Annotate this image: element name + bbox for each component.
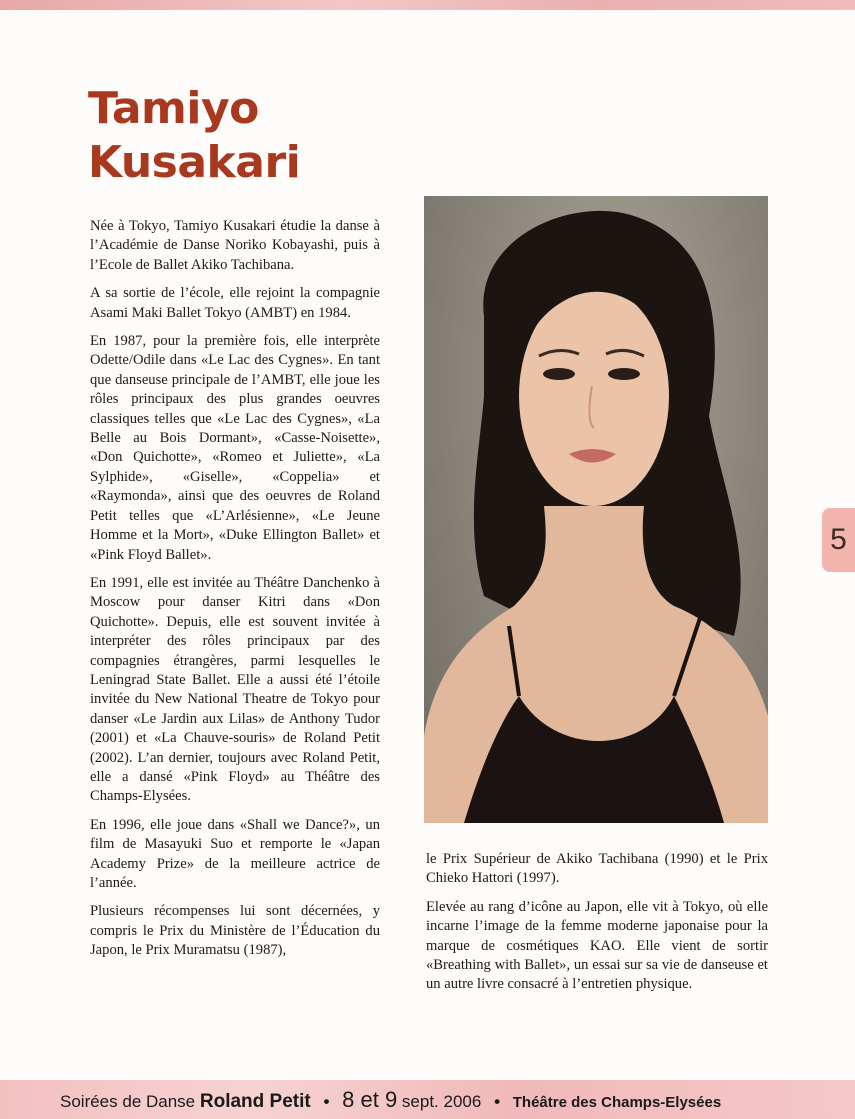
footer-month: sept. 2006 xyxy=(401,1092,482,1111)
page-number-tab xyxy=(822,508,855,572)
page-title xyxy=(88,82,300,190)
left-text-column xyxy=(90,217,380,970)
paragraph: Plusieurs récompenses lui sont décernées, y compris le Prix du Ministère de l’Éducation du Japon, le Prix Muramatsu (1987), xyxy=(90,903,380,959)
paragraph: le Prix Supérieur de Akiko Tachibana (1990) et le Prix Chieko Hattori (1997). xyxy=(426,851,768,887)
portrait-illustration xyxy=(424,196,768,823)
footer-band xyxy=(0,1080,855,1119)
footer-brand: Roland Petit xyxy=(199,1091,311,1112)
footer-event: Soirées de Danse xyxy=(60,1092,196,1111)
paragraph: En 1996, elle joue dans «Shall we Dance?», un film de Masayuki Suo et remporte le «Japan Academy Prize» de la meilleure actrice de l’année. xyxy=(90,816,380,891)
bullet-separator: • xyxy=(494,1092,501,1111)
top-decorative-band xyxy=(0,0,855,10)
paragraph: En 1991, elle est invitée au Théâtre Danchenko à Moscow pour danser Kitri dans «Don Quichotte». Depuis, elle est souvent invitée à interpréter des rôles principaux par des compagnies étrangères, parmi lesquelles le Leningrad State Ballet. Elle a aussi été l’étoile invitée du New National Theatre de Tokyo pour danser «Le Jardin aux Lilas» de Anthony Tudor (2001) et «La Chauve-souris» de Roland Petit (2002). L’an dernier, toujours avec Roland Petit, elle a dansé «Pink Floyd» au Théâtre des Champs-Elysées. xyxy=(90,574,380,805)
paragraph: En 1987, pour la première fois, elle interprète Odette/Odile dans «Le Lac des Cygnes». En tant que danseuse principale de l’AMBT, elle joue les rôles principaux des plus grandes oeuvres classiques telles que «Le Lac des Cygnes», «La Belle au Bois Dormant», «Casse-Noisette», «Don Quichotte», «Romeo et Juliette», «La Sylphide», «Giselle», «Coppelia» et «Raymonda», ainsi que des oeuvres de Roland Petit telles que «L’Arlésienne», «Le Jeune Homme et la Mort», «Duke Ellington Ballet» et «Pink Floyd Ballet». xyxy=(90,333,380,563)
right-text-column xyxy=(426,850,768,1004)
paragraph: A sa sortie de l’école, elle rejoint la compagnie Asami Maki Ballet Tokyo (AMBT) en 1984. xyxy=(90,285,380,321)
paragraph: Née à Tokyo, Tamiyo Kusakari étudie la danse à l’Académie de Danse Noriko Kobayashi, puis à l’Ecole de Ballet Akiko Tachibana. xyxy=(90,218,380,273)
paragraph: Elevée au rang d’icône au Japon, elle vit à Tokyo, où elle incarne l’image de la femme moderne japonaise pour la marque de cosmétiques KAO. Elle vient de sortir «Breathing with Ballet», un essai sur sa vie de danseuse et un autre livre consacré à l’entretien physique. xyxy=(426,898,768,993)
page-number: 5 xyxy=(830,523,847,556)
title-first-name: Tamiyo xyxy=(88,83,259,134)
footer-text xyxy=(60,1089,721,1114)
footer-venue: Théâtre des Champs-Elysées xyxy=(512,1094,722,1111)
footer-dates: 8 et 9 xyxy=(342,1087,398,1112)
title-last-name: Kusakari xyxy=(88,137,301,188)
portrait-photo xyxy=(424,196,768,823)
bullet-separator: • xyxy=(323,1092,330,1111)
